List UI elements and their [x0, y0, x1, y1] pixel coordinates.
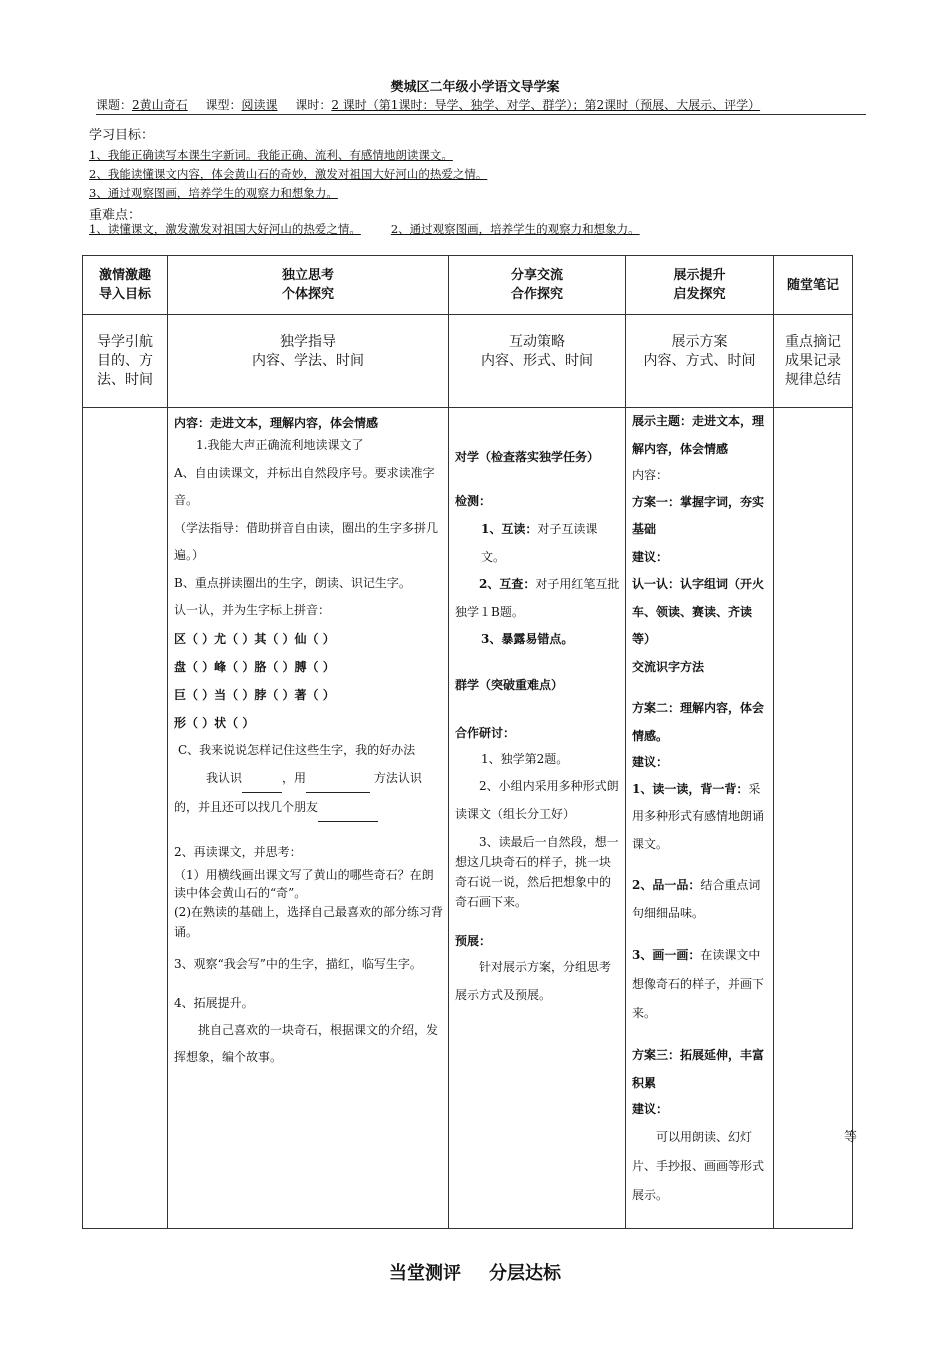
objective-2: 2、我能读懂课文内容，体会黄山石的奇妙，激发对祖国大好河山的热爱之情。 [89, 167, 488, 181]
char-row: 区（ ）尤（ ）其（ ）仙（ ） [174, 631, 335, 646]
side-note: 等 [844, 1130, 858, 1145]
preview-text: 针对展示方案，分组思考展示方式及预展。 [455, 960, 612, 1002]
check-2: 2、互查：对子用红笔互批独学１B题。 [455, 577, 620, 619]
check-1: 1、互读：对子互读课文。 [481, 522, 598, 564]
key-points-label: 重难点： [89, 208, 142, 223]
discuss-1: 1、独学第2题。 [481, 751, 569, 766]
section-heading-part-1: 当堂测评 [389, 1263, 461, 1284]
subheader-col-4: 展示方案 内容、方式、时间 [626, 315, 774, 408]
plan-2: 方案二：理解内容，体会情感。 [632, 701, 765, 743]
subheader-col-3: 互动策略 内容、形式、时间 [449, 315, 626, 408]
char-row: 巨（ ）当（ ）脖（ ）著（ ） [174, 687, 335, 702]
plan-3: 方案三：拓展延伸，丰富积累 [632, 1048, 765, 1090]
time-label: 课时： [295, 98, 332, 112]
plan-1-advice: 建议： [632, 549, 669, 564]
read-item-4-text: 挑自己喜欢的一块奇石，根据课文的介绍，发挥想象，编个故事。 [174, 1022, 439, 1064]
key-point-1: 1、读懂课文，激发激发对祖国大好河山的热爱之情。 [89, 222, 361, 236]
discuss-2: 2、小组内采用多种形式朗读课文（组长分工好） [455, 779, 619, 821]
type-value: 阅读课 [241, 98, 278, 112]
header-col-2: 独立思考 个体探究 [168, 256, 449, 315]
qunxue-title: 群学（突破重难点） [455, 677, 564, 692]
content-col-3 [449, 408, 626, 1229]
objectives-label: 学习目标： [89, 128, 155, 143]
content-row [83, 408, 853, 1229]
lesson-label: 课题： [96, 98, 133, 112]
step-b-instruction: 认一认，并为生字标上拼音： [174, 603, 331, 617]
page-title: 樊城区二年级小学语文导学案 [390, 80, 560, 95]
check-3: 3、暴露易错点。 [481, 632, 574, 646]
plan-2-item-3: 3、画一画：在读课文中想像奇石的样子，并画下来。 [632, 948, 765, 1020]
show-theme: 展示主题：走进文本，理解内容，体会情感 [632, 414, 765, 456]
objective-3: 3、通过观察图画，培养学生的观察力和想象力。 [89, 186, 338, 200]
content-title: 内容：走进文本，理解内容，体会情感 [174, 416, 379, 430]
subheader-col-5: 重点摘记 成果记录 规律总结 [774, 315, 853, 408]
content-col-4 [626, 408, 774, 1229]
header-row [83, 256, 853, 315]
step-c: C、我来说说怎样记住这些生字，我的好办法 [178, 742, 416, 757]
header-col-4: 展示提升 启发探究 [626, 256, 774, 315]
subheader-col-2: 独学指导 内容、学法、时间 [168, 315, 449, 408]
blank-line [306, 778, 370, 793]
key-point-2: 2、通过观察图画，培养学生的观察力和想象力。 [390, 222, 640, 236]
key-points-text [89, 221, 640, 237]
step-a: A、自由读课文，并标出自然段序号。要求读准字音。 [174, 465, 435, 507]
header-col-5: 随堂笔记 [774, 256, 853, 315]
lesson-table [82, 255, 853, 1229]
check-label: 检测： [455, 494, 492, 508]
duixue-title: 对学（检查落实独学任务） [455, 450, 600, 464]
plan-2-item-2: 2、品一品：结合重点词句细细品味。 [632, 878, 761, 920]
plan-1-exchange: 交流识字方法 [632, 659, 705, 674]
discuss-label: 合作研讨： [455, 725, 516, 740]
step-c-fill-2: 的，并且还可以找几个朋友 [174, 793, 443, 822]
char-list [174, 625, 443, 737]
blank-line [242, 778, 282, 793]
blank-line [318, 807, 378, 822]
subheader-col-1: 导学引航 目的、方 法、时间 [83, 315, 168, 408]
read-item-2: 2、再读课文，并思考： [174, 845, 302, 859]
read-item-4: 4、拓展提升。 [174, 996, 254, 1010]
plan-2-advice: 建议： [632, 755, 669, 769]
content-col-2 [168, 408, 449, 1229]
discuss-3: 3、读最后一自然段，想一想这几块奇石的样子，挑一块奇石说一说，然后把想象中的奇石画下来。 [455, 835, 619, 909]
content-col-1 [83, 408, 168, 1229]
read-item-1: 1.我能大声正确流利地读课文了 [196, 438, 364, 452]
plan-2-item-1: 1、读一读，背一背：采用多种形式有感情地朗诵课文。 [632, 781, 765, 851]
step-c-fill: 我认识 ，用 方法认识 [174, 764, 443, 793]
read-item-3: 3、观察“我会写”中的生字，描红，临写生字。 [174, 956, 422, 971]
step-b: B、重点拼读圈出的生字，朗读、识记生字。 [174, 575, 411, 590]
read-item-2-2: (2)在熟读的基础上，选择自己最喜欢的部分练习背诵。 [174, 904, 443, 939]
section-heading-part-2: 分层达标 [489, 1263, 561, 1284]
lesson-value: 2黄山奇石 [132, 98, 188, 112]
show-content-label: 内容： [632, 468, 669, 482]
subheader-row [83, 315, 853, 408]
plan-3-advice: 建议： [632, 1102, 669, 1116]
plan-3-text: 可以用朗读、幻灯片、手抄报、画画等形式展示。 [632, 1129, 765, 1202]
header-col-3: 分享交流 合作探究 [449, 256, 626, 315]
plan-1-recognize: 认一认：认字组词（开火车、领读、赛读、齐读等） [632, 577, 765, 646]
time-value: 2 课时（第1课时：导学、独学、对学、群学）；第2课时（预展、大展示、评学） [331, 98, 761, 112]
header-col-1: 激情激趣 导入目标 [83, 256, 168, 315]
study-hint: （学法指导：借助拼音自由读，圈出的生字多拼几遍。） [174, 520, 439, 562]
objective-1: 1、我能正确读写本课生字新词。我能正确、流利、有感情地朗读课文。 [89, 148, 453, 162]
type-label: 课型： [205, 98, 242, 112]
plan-1: 方案一：掌握字词，夯实基础 [632, 494, 765, 536]
char-row: 形（ ）状（ ） [174, 715, 255, 730]
lesson-meta [96, 96, 866, 115]
read-item-2-1: （1）用横线画出课文写了黄山的哪些奇石？在朗读中体会黄山石的“奇”。 [174, 867, 434, 900]
preview-label: 预展： [455, 934, 492, 948]
content-col-5 [774, 408, 853, 1229]
section-heading [0, 1259, 950, 1285]
char-row: 盘（ ）峰（ ）胳（ ）膊（ ） [174, 659, 335, 674]
